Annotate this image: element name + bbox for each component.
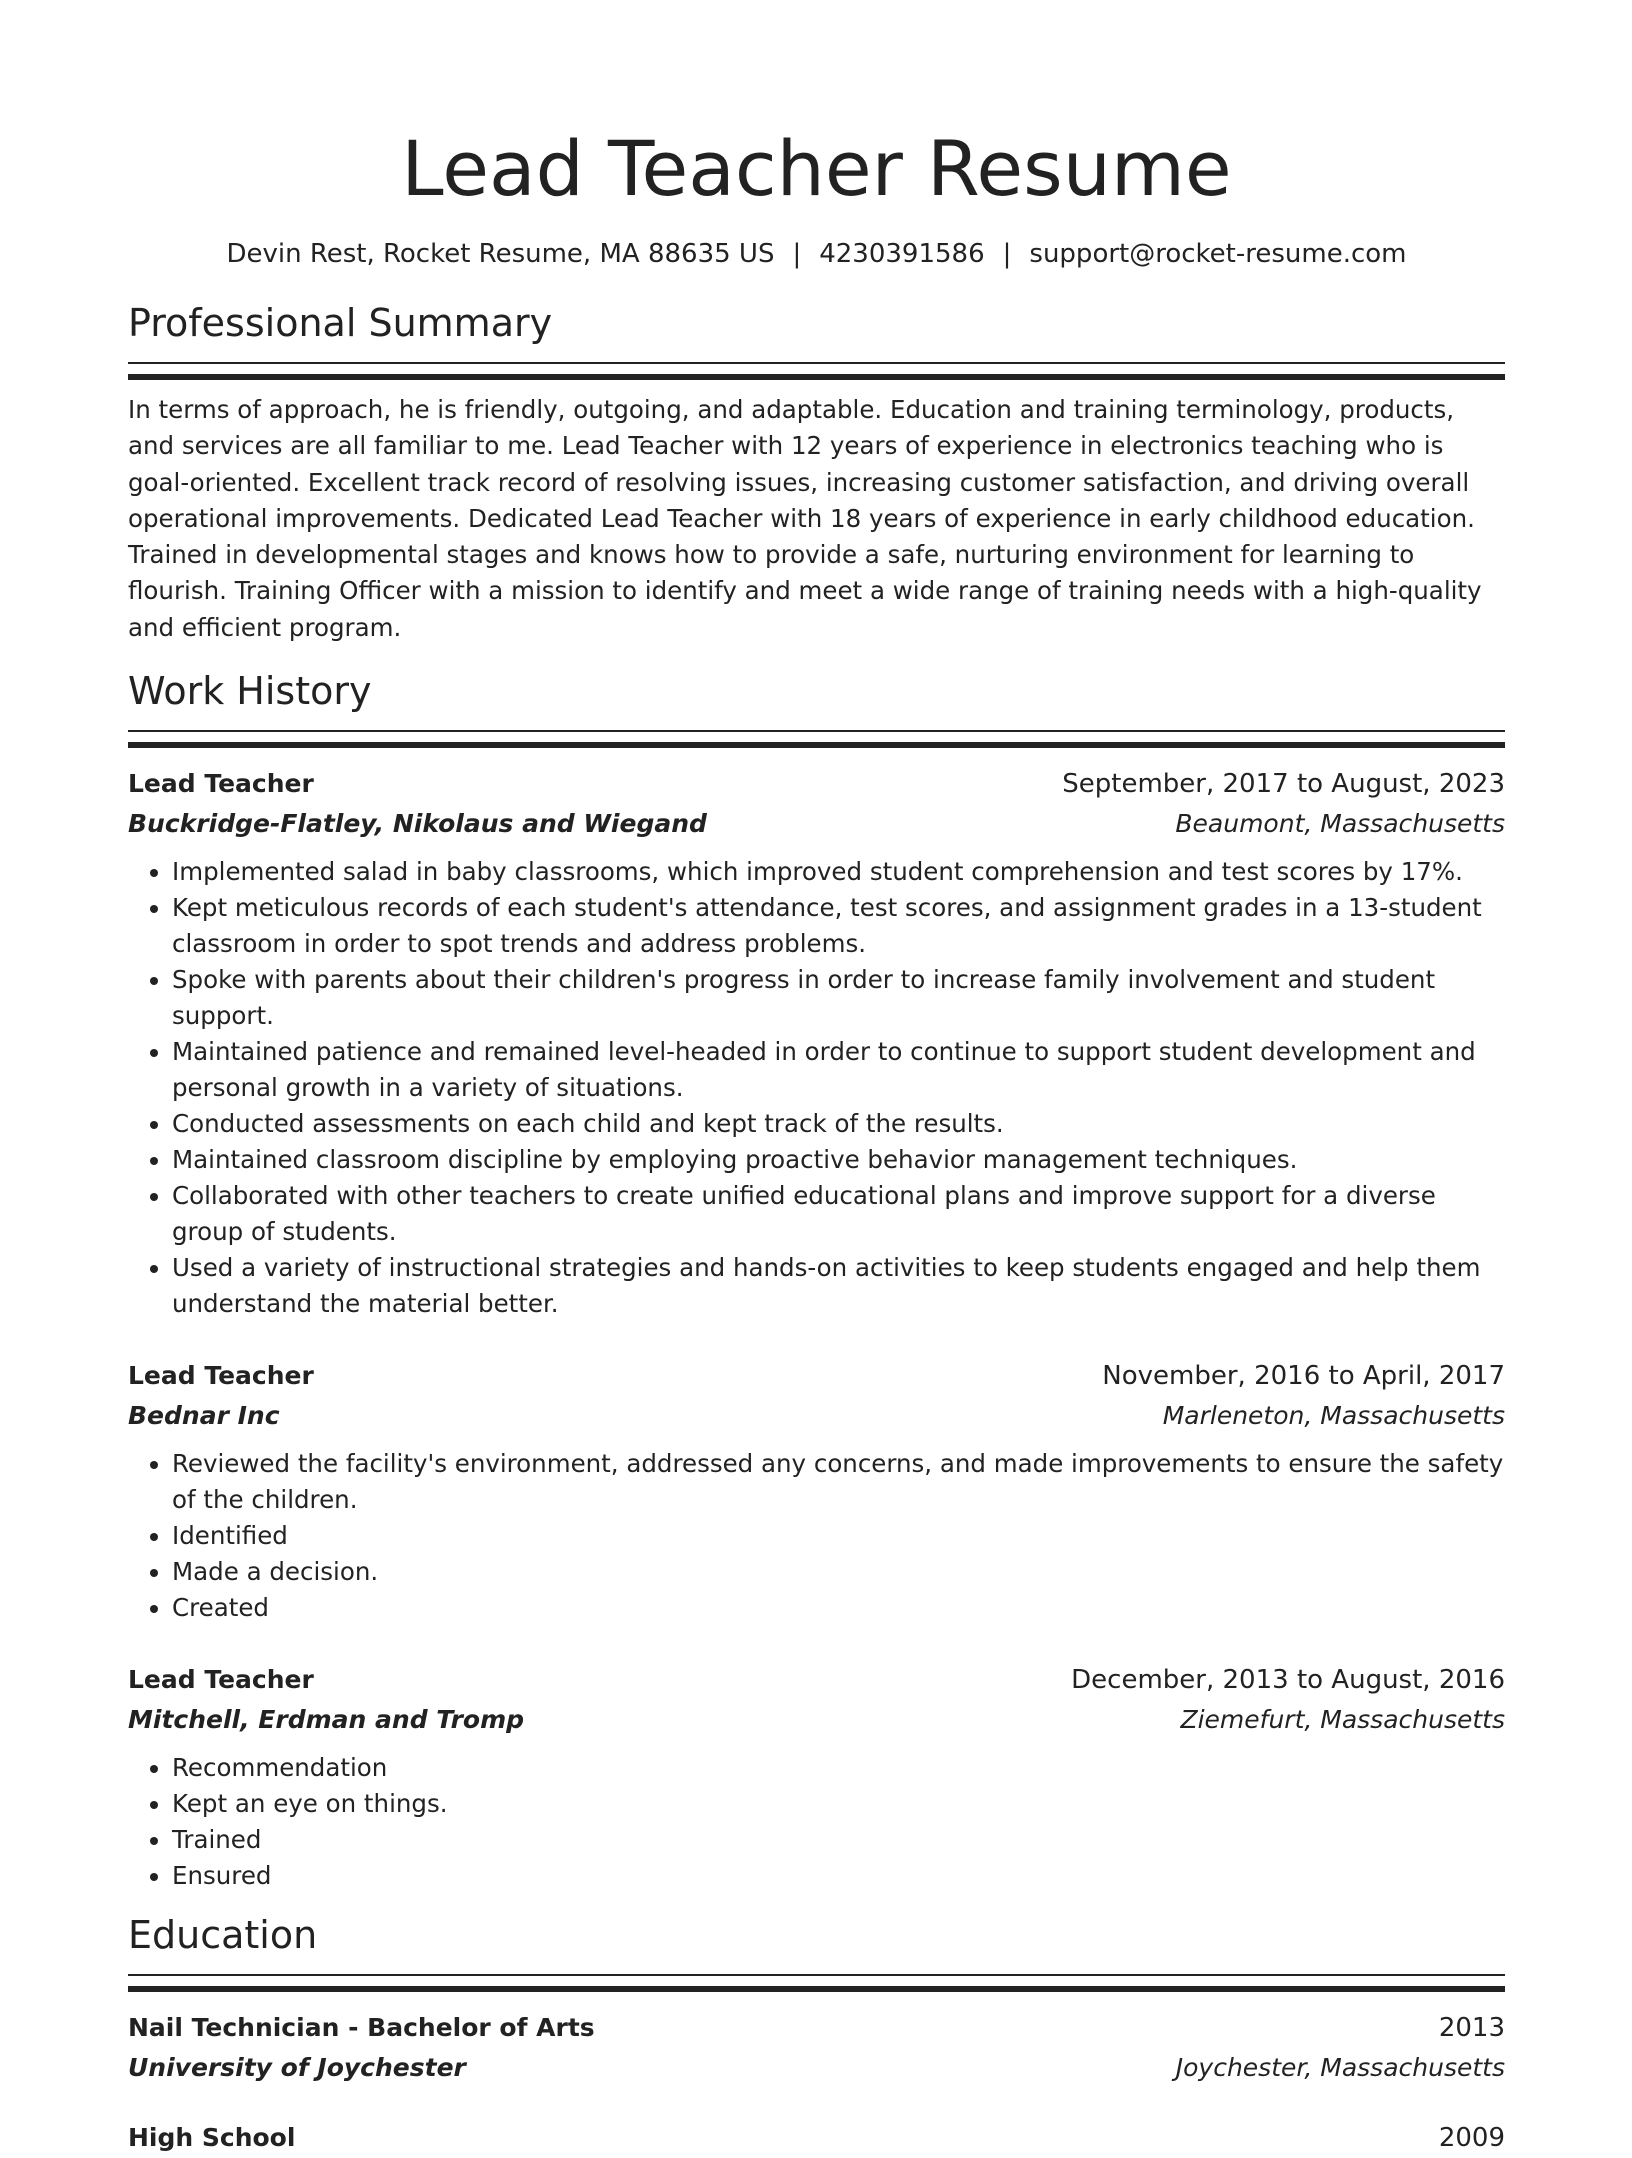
job-title: Lead Teacher — [128, 1361, 314, 1391]
job-entry — [128, 1660, 1505, 1894]
job-company: Mitchell, Erdman and Tromp — [128, 1705, 525, 1735]
education-entry — [128, 2008, 1505, 2088]
summary-text: In terms of approach, he is friendly, outgoing, and adaptable. Education and training terminology, products, and services are all familiar to me. Lead Teacher with 12 years of experience in electronics teaching who is goal-oriented. Excellent track record of resolving issues, increasing customer satisfaction, and driving overall operational improvements. Dedicated Lead Teacher with 18 years of experience in early childhood education. Trained in developmental stages and knows how to provide a safe, nurturing environment for learning to flourish. Training Officer with a mission to identify and meet a wide range of training needs with a high-quality and efficient program. — [128, 395, 1482, 642]
job-bullet: • Kept meticulous records of each student's attendance, test scores, and assignment grades in a 13-student classroom in order to spot trends and address problems. — [172, 890, 1505, 962]
education-school-row — [128, 2048, 1505, 2088]
page-title: Lead Teacher Resume — [401, 124, 1232, 213]
job-dates: November, 2016 to April, 2017 — [1102, 1361, 1505, 1392]
job-title-row — [128, 764, 1505, 804]
job-bullet: • Spoke with parents about their children's progress in order to increase family involvement and student support. — [172, 962, 1505, 1034]
job-bullet: • Conducted assessments on each child and kept track of the results. — [172, 1106, 1505, 1142]
section-heading-summary: Professional Summary — [128, 301, 553, 345]
job-dates: December, 2013 to August, 2016 — [1071, 1665, 1505, 1696]
job-bullet: • Used a variety of instructional strategies and hands-on activities to keep students engaged and help them understand the material better. — [172, 1250, 1505, 1322]
job-bullet: • Created — [172, 1590, 1505, 1626]
job-bullets — [128, 1446, 1505, 1626]
education-year: 2013 — [1438, 2013, 1505, 2044]
section-divider — [128, 362, 1505, 380]
section-heading-work-history: Work History — [128, 669, 372, 714]
education-school: University of Joychester — [128, 2053, 466, 2083]
job-company: Buckridge-Flatley, Nikolaus and Wiegand — [128, 809, 707, 839]
contact-separator: | — [792, 239, 802, 269]
job-bullet: • Trained — [172, 1822, 1505, 1858]
contact-separator: | — [1002, 239, 1012, 269]
job-bullet: • Maintained patience and remained level-headed in order to continue to support student development and personal growth in a variety of situations. — [172, 1034, 1505, 1106]
job-bullet: • Reviewed the facility's environment, addressed any concerns, and made improvements to ensure the safety of the children. — [172, 1446, 1505, 1518]
job-dates: September, 2017 to August, 2023 — [1062, 769, 1505, 800]
job-bullet: • Recommendation — [172, 1750, 1505, 1786]
job-title-row — [128, 1356, 1505, 1396]
education-degree: High School — [128, 2123, 296, 2153]
job-title-row — [128, 1660, 1505, 1700]
job-company-row — [128, 1396, 1505, 1436]
job-bullet: • Made a decision. — [172, 1554, 1505, 1590]
contact-address: Devin Rest, Rocket Resume, MA 88635 US — [226, 239, 775, 269]
job-company: Bednar Inc — [128, 1401, 280, 1431]
job-bullet: • Ensured — [172, 1858, 1505, 1894]
contact-line — [128, 236, 1505, 272]
job-company-row — [128, 804, 1505, 844]
job-location: Ziemefurt, Massachusetts — [1180, 1705, 1505, 1735]
job-bullet: • Maintained classroom discipline by employing proactive behavior management techniques. — [172, 1142, 1505, 1178]
education-degree: Nail Technician - Bachelor of Arts — [128, 2013, 595, 2043]
section-divider — [128, 730, 1505, 748]
education-year: 2009 — [1438, 2123, 1505, 2154]
section-divider — [128, 1974, 1505, 1992]
job-company-row — [128, 1700, 1505, 1740]
education-location: Joychester, Massachusetts — [1175, 2053, 1505, 2083]
section-heading-education: Education — [128, 1913, 318, 1958]
job-bullet: • Implemented salad in baby classrooms, which improved student comprehension and test scores by 17%. — [172, 854, 1505, 890]
job-entry — [128, 1356, 1505, 1626]
job-title: Lead Teacher — [128, 769, 314, 799]
job-bullet: • Kept an eye on things. — [172, 1786, 1505, 1822]
education-degree-row — [128, 2118, 1505, 2158]
job-bullets — [128, 1750, 1505, 1894]
job-bullet: • Collaborated with other teachers to create unified educational plans and improve support for a diverse group of students. — [172, 1178, 1505, 1250]
education-degree-row — [128, 2008, 1505, 2048]
contact-phone: 4230391586 — [819, 239, 985, 269]
job-location: Marleneton, Massachusetts — [1162, 1401, 1505, 1431]
job-location: Beaumont, Massachusetts — [1175, 809, 1505, 839]
job-entry — [128, 764, 1505, 1322]
job-title: Lead Teacher — [128, 1665, 314, 1695]
job-bullets — [128, 854, 1505, 1322]
job-bullet: • Identified — [172, 1518, 1505, 1554]
education-entry — [128, 2118, 1505, 2158]
contact-email[interactable]: support@rocket-resume.com — [1029, 239, 1407, 269]
